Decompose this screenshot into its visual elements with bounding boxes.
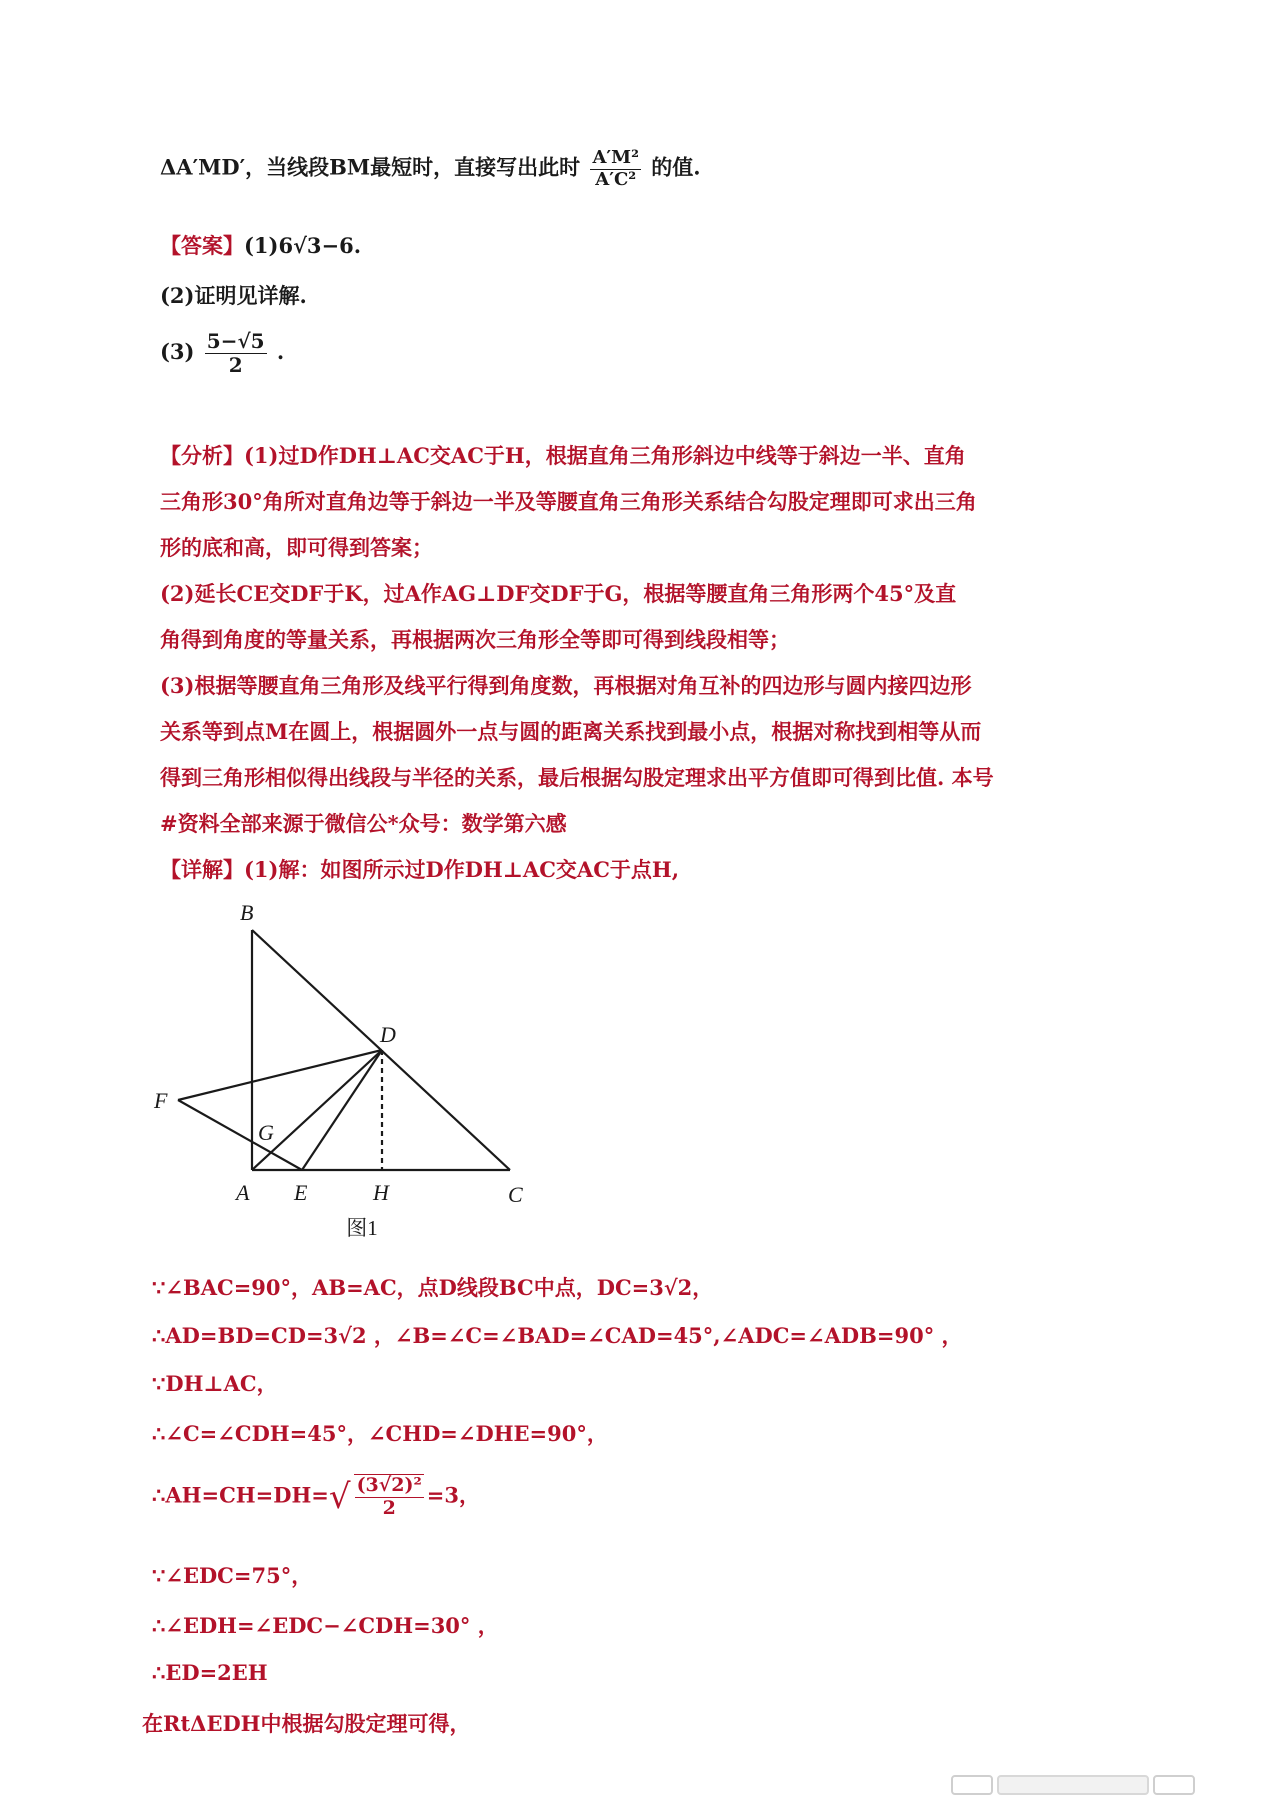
label-c: C	[508, 1182, 523, 1207]
geometry-figure	[140, 890, 560, 1250]
question-fraction: $\frac{\text{A′M²}}{\text{A′C²}}$	[592, 147, 639, 190]
step-5-fraction: $\frac{\text{(3√2)²}}{2}$	[354, 1474, 424, 1520]
analysis-line-1: 【分析】(1)过D作DH⊥AC交AC于H，根据直角三角形斜边中线等于斜边一半、直角	[160, 443, 966, 468]
step-1: ∵∠BAC=90°，AB=AC，点D线段BC中点，DC=3√2，	[152, 1275, 714, 1300]
answer-tag: 【答案】	[160, 233, 244, 258]
step-7: ∴∠EDH=∠EDC−∠CDH=30° ，	[152, 1613, 499, 1638]
segment-fd	[178, 1050, 382, 1100]
step-4: ∴∠C=∠CDH=45°，∠CHD=∠DHE=90°，	[152, 1421, 608, 1446]
label-f: F	[154, 1088, 168, 1113]
analysis-line-9: #资料全部来源于微信公*众号：数学第六感	[160, 811, 567, 836]
segment-ed	[302, 1050, 382, 1170]
answer-1: 【答案】(1)6√3−6.	[160, 233, 362, 258]
label-a: A	[236, 1180, 250, 1205]
question-tail-text: ΔA′MD′，当线段BM最短时，直接写出此时	[160, 154, 581, 180]
analysis-line-3: 形的底和高，即可得到答案；	[160, 535, 433, 560]
answer-3-fraction: $\frac{5-√5}{2}$	[206, 329, 265, 377]
analysis-line-6: (3)根据等腰直角三角形及线平行得到角度数，再根据对角互补的四边形与圆内接四边形	[160, 673, 972, 698]
analysis-line-5: 角得到角度的等量关系，再根据两次三角形全等即可得到线段相等；	[160, 627, 790, 652]
step-5: ∴AH=CH=DH=√ $\frac{\text{(3√2)²}}{2}$ =3，	[152, 1474, 481, 1519]
step-2: ∴AD=BD=CD=3√2 ，∠B=∠C=∠BAD=∠CAD=45°,∠ADC=∠ADB=90° ，	[152, 1323, 963, 1348]
label-h: H	[373, 1180, 389, 1205]
segment-ad	[252, 1050, 382, 1170]
scroll-indicator	[950, 1770, 1230, 1798]
answer-3: (3) $\frac{5-√5}{2}$ .	[160, 329, 285, 377]
step-8: ∴ED=2EH	[152, 1660, 268, 1685]
detail-line-1: 【详解】(1)解：如图所示过D作DH⊥AC交AC于点H,	[160, 857, 680, 882]
segment-fe	[178, 1100, 302, 1170]
analysis-line-4: (2)延长CE交DF于K，过A作AG⊥DF交DF于G，根据等腰直角三角形两个45°及直	[160, 581, 957, 606]
step-9: 在RtΔEDH中根据勾股定理可得，	[142, 1711, 471, 1736]
analysis-line-7: 关系等到点M在圆上，根据圆外一点与圆的距离关系找到最小点，根据对称找到相等从而	[160, 719, 982, 744]
answer-2: (2)证明见详解.	[160, 283, 307, 308]
label-b: B	[240, 900, 254, 925]
label-d: D	[380, 1022, 396, 1047]
figure-caption: 图1	[346, 1216, 378, 1240]
step-6: ∵∠EDC=75°，	[152, 1563, 313, 1588]
label-g: G	[258, 1120, 274, 1145]
analysis-line-8: 得到三角形相似得出线段与半径的关系，最后根据勾股定理求出平方值即可得到比值. 本号	[160, 765, 994, 790]
analysis-line-2: 三角形30°角所对直角边等于斜边一半及等腰直角三角形关系结合勾股定理即可求出三角	[160, 489, 977, 514]
step-3: ∵DH⊥AC，	[152, 1371, 278, 1396]
label-e: E	[294, 1180, 308, 1205]
question-tail: ΔA′MD′，当线段BM最短时，直接写出此时 $\frac{\text{A′M²}}{\text{A′C²}}$ 的值.	[160, 147, 701, 190]
